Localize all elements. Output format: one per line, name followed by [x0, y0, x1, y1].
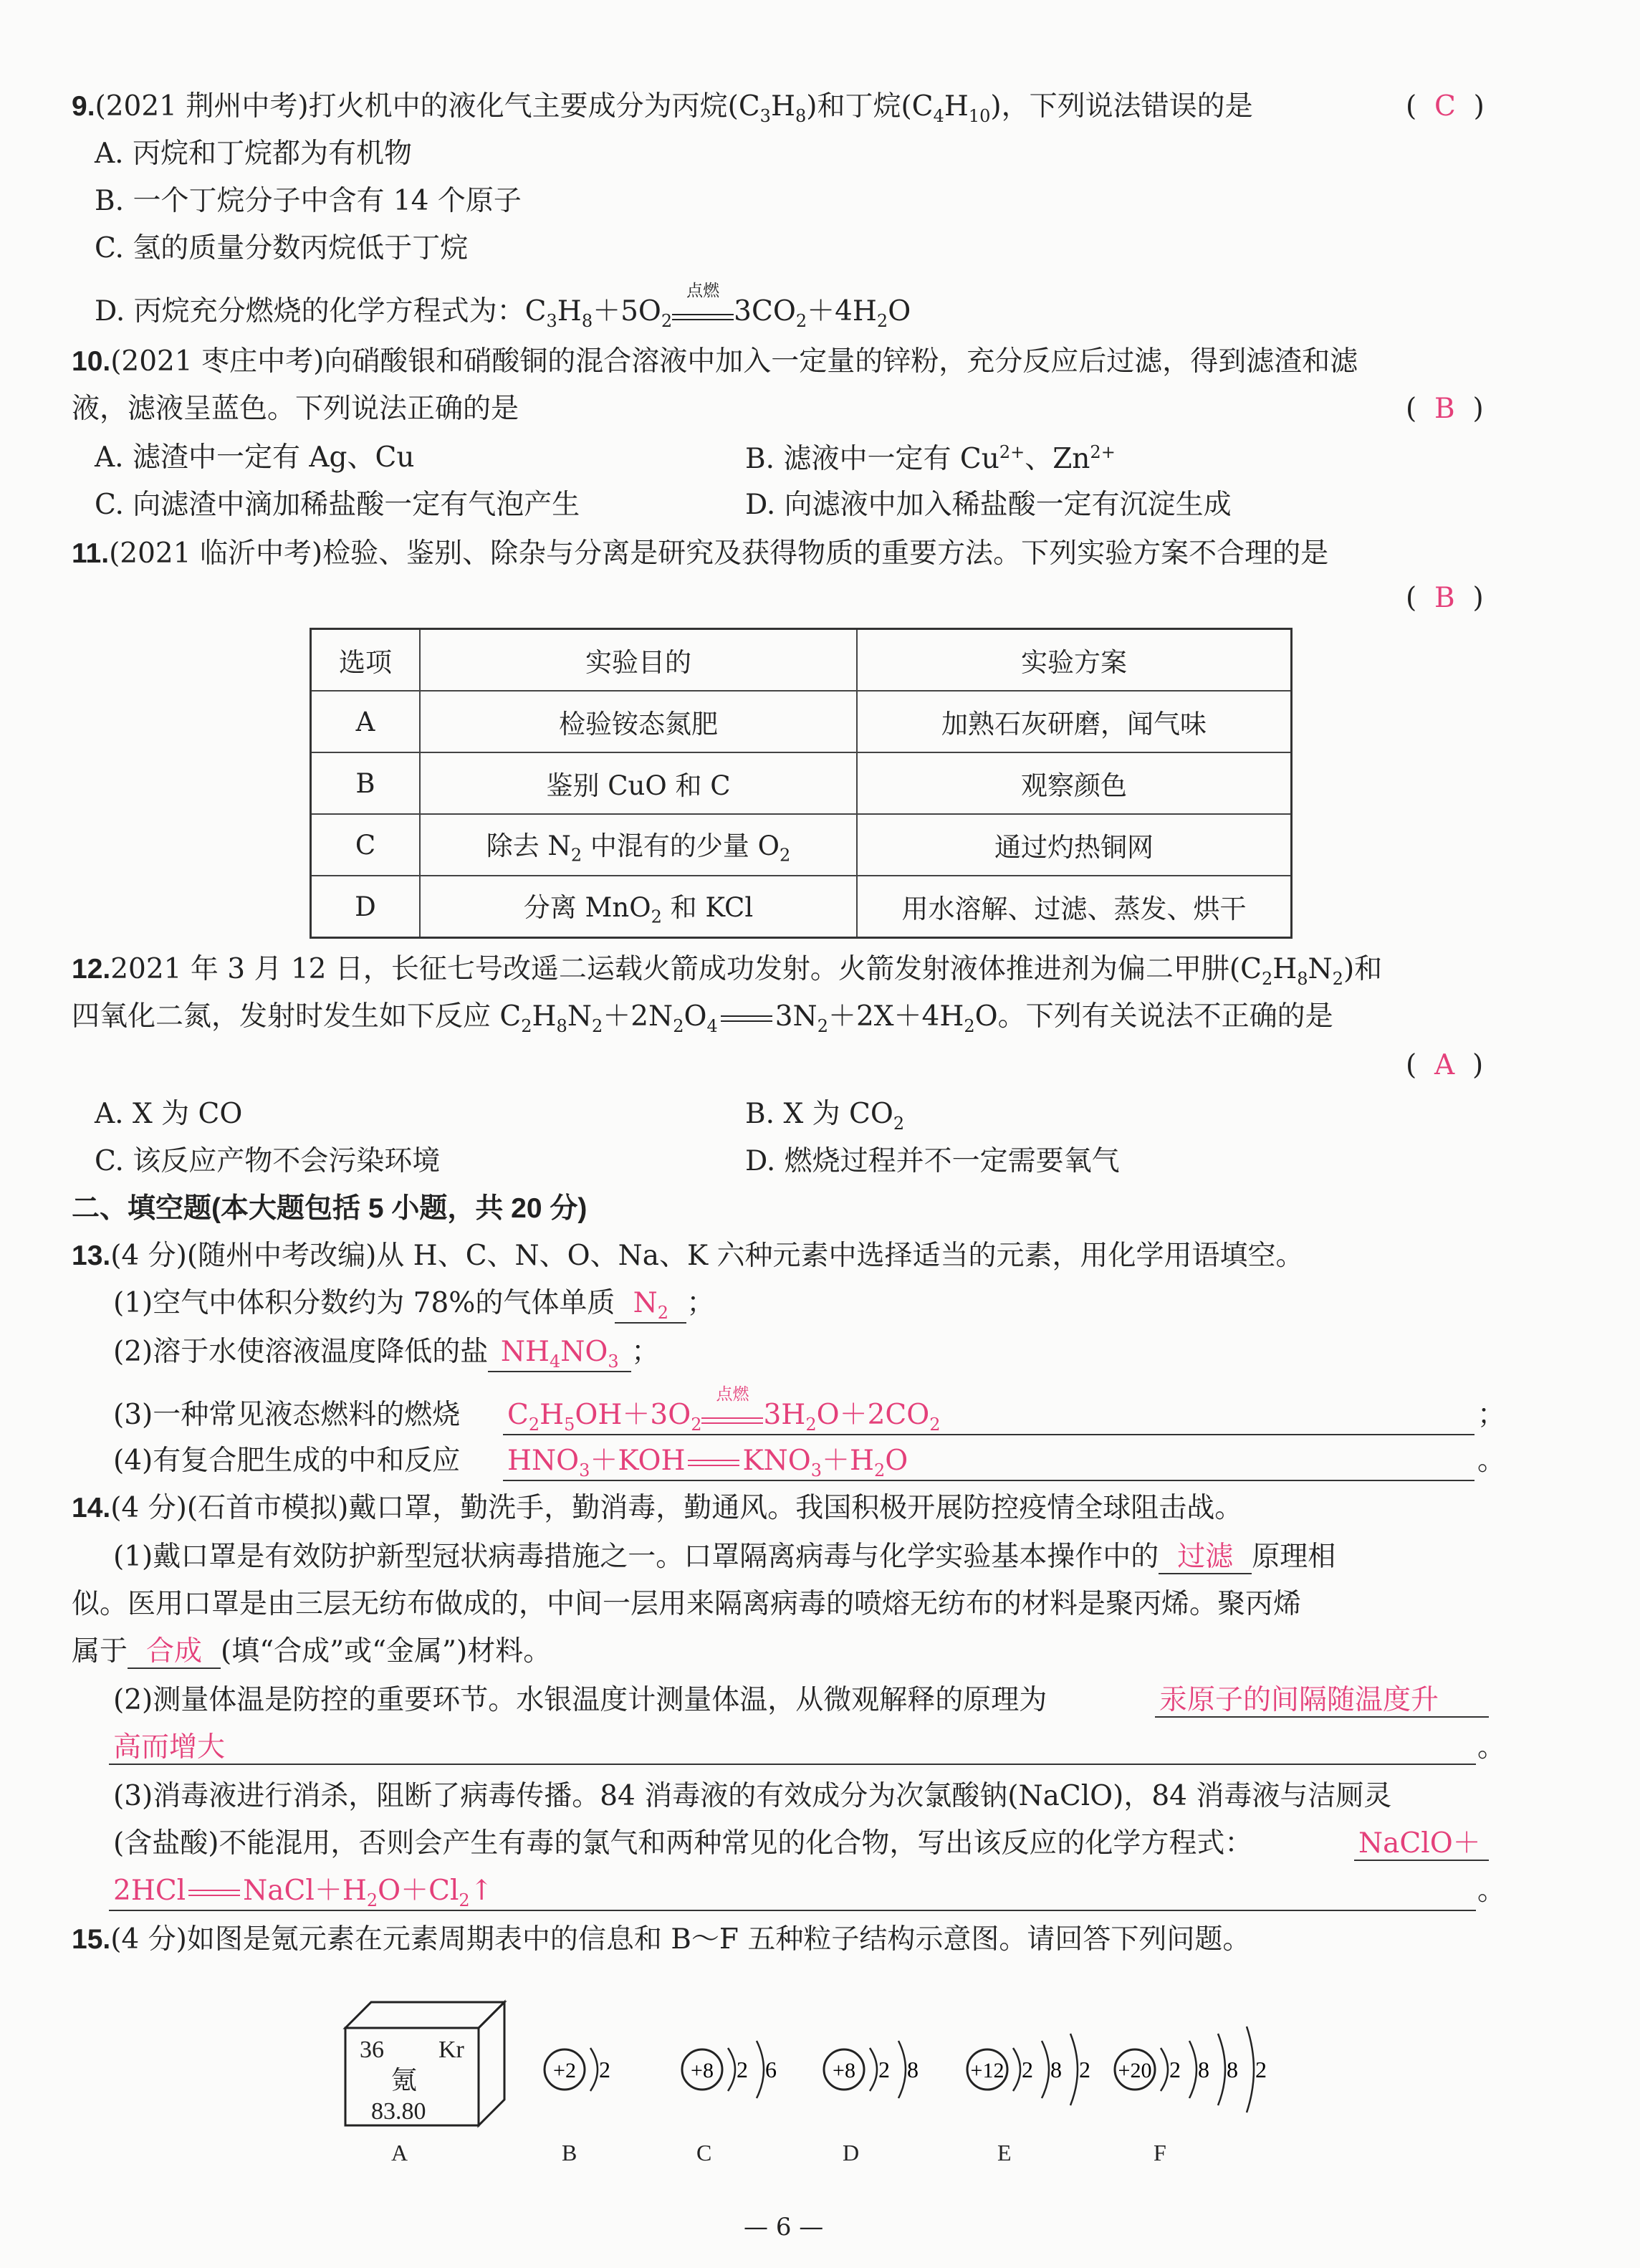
label-c: C — [696, 2140, 712, 2166]
table-header-row: 选项 实验目的 实验方案 — [311, 629, 1292, 692]
table-row: D 分离 MnO$_2$ 和 KCl 用水溶解、过滤、蒸发、烘干 — [311, 876, 1292, 938]
label-d: D — [843, 2140, 860, 2166]
electron-shell-arc — [1070, 2034, 1078, 2105]
q12-option-d: D. 燃烧过程并不一定需要氧气 — [745, 1145, 1120, 1177]
electron-shell-arc — [1247, 2027, 1254, 2113]
nucleus-charge: +20 — [1118, 2059, 1152, 2082]
electron-shell-arc — [1218, 2034, 1225, 2105]
electron-shell-arc — [870, 2048, 877, 2091]
label-a: A — [391, 2140, 408, 2166]
q13-answer-4: $HNO_3+KOH$ $KNO_3+H_2O$ — [503, 1446, 1474, 1481]
q13-part4-label: (4)有复合肥生成的中和反应 — [113, 1445, 461, 1477]
electron-count: 2 — [1169, 2057, 1181, 2082]
q10-stem-2: 液，滤液呈蓝色。下列说法正确的是 — [72, 393, 519, 425]
electron-count: 2 — [737, 2057, 748, 2082]
q9-number: 9. — [72, 91, 95, 122]
q14-part3-2: (含盐酸)不能混用，否则会产生有毒的氯气和两种常见的化合物，写出该反应的化学方程式： — [113, 1827, 1253, 1860]
reaction-condition: 点燃 — [672, 301, 734, 320]
electron-count: 2 — [1079, 2057, 1090, 2082]
element-symbol: Kr — [438, 2037, 464, 2063]
q12-number: 12. — [72, 954, 111, 985]
q9-answer: ( C ) — [1406, 90, 1485, 123]
table-row: C 除去 $N_2$ 中混有的少量 $O_2$ 通过灼热铜网 — [311, 814, 1292, 876]
electron-count: 2 — [878, 2057, 890, 2082]
label-b: B — [562, 2140, 577, 2166]
q13-number: 13. — [72, 1240, 111, 1271]
q14-part2: (2)测量体温是防控的重要环节。水银温度计测量体温，从微观解释的原理为 — [113, 1684, 1047, 1716]
element-mass: 83.80 — [371, 2098, 426, 2125]
electron-count: 8 — [1198, 2057, 1209, 2082]
page-number: — 6 — — [744, 2213, 824, 2241]
electron-shell-arc — [898, 2041, 906, 2098]
electron-shell-arc — [1161, 2048, 1168, 2091]
element-number: 36 — [360, 2037, 384, 2063]
element-name: 氪 — [391, 2066, 418, 2095]
nucleus-charge: +8 — [833, 2059, 855, 2082]
electron-count: 8 — [1050, 2057, 1062, 2082]
label-e: E — [997, 2140, 1012, 2166]
label-f: F — [1154, 2140, 1166, 2166]
q13-part1: (1)空气中体积分数约为 78%的气体单质 $N_2$ ； — [113, 1287, 715, 1323]
q12-option-c: C. 该反应产物不会污染环境 — [95, 1145, 441, 1177]
electron-count: 2 — [599, 2057, 610, 2082]
q14-answer-2: 合成 — [128, 1637, 221, 1669]
q11-stem: 11.(2021 临沂中考)检验、鉴别、除杂与分离是研究及获得物质的重要方法。下列实验方案不合理的是 — [72, 537, 1329, 570]
nucleus-charge: +2 — [553, 2059, 576, 2082]
atom-diagram-f — [1109, 1998, 1295, 2141]
q15-stem: 15.(4 分)如图是氪元素在元素周期表中的信息和 B～F 五种粒子结构示意图。请回答下列问题。 — [72, 1923, 1251, 1956]
electron-shell-arc — [1013, 2048, 1020, 2091]
q12-answer: ( A ) — [1406, 1049, 1484, 1081]
q10-option-d: D. 向滤液中加入稀盐酸一定有沉淀生成 — [745, 489, 1232, 521]
q10-stem: 10.(2021 枣庄中考)向硝酸银和硝酸铜的混合溶液中加入一定量的锌粉，充分反应后过滤，得到滤渣和滤 — [72, 345, 1358, 378]
q14-answer-3a: 汞原子的间隔随温度升 — [1155, 1685, 1489, 1718]
nucleus-charge: +8 — [691, 2059, 714, 2082]
q14-stem: 14.(4 分)(石首市模拟)戴口罩，勤洗手，勤消毒，勤通风。我国积极开展防控疫情全球阻击战。 — [72, 1492, 1243, 1524]
nucleus-charge: +12 — [970, 2059, 1004, 2082]
q10-option-c: C. 向滤渣中滴加稀盐酸一定有气泡产生 — [95, 489, 580, 521]
q9-option-d: D. 丙烷充分燃烧的化学方程式为：$C_3H_8+5O_2$ 点燃 $3CO_2+4H_2O$ — [95, 282, 911, 331]
electron-shell-arc — [728, 2048, 735, 2091]
q13-answer-3: $C_2H_5OH+3O_2$ 点燃 $3H_2O+2CO_2$ — [503, 1400, 1474, 1435]
q13-answer-2: $NH_4NO_3$ — [488, 1337, 631, 1372]
q14-answer-4a: NaClO＋ — [1354, 1829, 1489, 1861]
electron-shell-arc — [1189, 2041, 1197, 2098]
q12-option-a: A. X 为 CO — [95, 1098, 243, 1130]
electron-count: 2 — [1022, 2057, 1033, 2082]
q9-option-b: B. 一个丁烷分子中含有 14 个原子 — [95, 185, 522, 217]
q14-part3: (3)消毒液进行消杀，阻断了病毒传播。84 消毒液的有效成分为次氯酸钠(NaClO)，84 消毒液与洁厕灵 — [113, 1780, 1392, 1812]
electron-count: 2 — [1255, 2057, 1267, 2082]
q13-stem: 13.(4 分)(随州中考改编)从 H、C、N、O、Na、K 六种元素中选择适当的元素，用化学用语填空。 — [72, 1240, 1304, 1272]
q10-answer: ( B ) — [1406, 393, 1484, 425]
table-row: B 鉴别 CuO 和 C 观察颜色 — [311, 752, 1292, 814]
q12-option-b: B. X 为 $CO_2$ — [745, 1098, 905, 1134]
q10-option-b: B. 滤液中一定有 $Cu^{2+}$、$Zn^{2+}$ — [745, 442, 1116, 475]
q14-answer-4b: 2HCl $NaCl+H_2O+Cl_2↑$ — [109, 1876, 1476, 1911]
q9-option-c: C. 氢的质量分数丙烷低于丁烷 — [95, 232, 469, 264]
q9-option-a: A. 丙烷和丁烷都为有机物 — [95, 138, 412, 170]
atom-diagram-e — [962, 1998, 1119, 2141]
atom-diagram-b — [539, 1998, 639, 2141]
q14-part1: (1)戴口罩是有效防护新型冠状病毒措施之一。口罩隔离病毒与化学实验基本操作中的 过滤 原理相 — [113, 1541, 1336, 1573]
q9-stem: 9.(2021 荆州中考)打火机中的液化气主要成分为丙烷$(C_3H_8)$和丁烷$(C_4H_{10})$，下列说法错误的是 — [72, 90, 1253, 126]
electron-count: 8 — [1227, 2057, 1238, 2082]
q12-stem: 12.2021 年 3 月 12 日，长征七号改遥二运载火箭成功发射。火箭发射液体推进剂为偏二甲肼$(C_2H_8N_2)$和 — [72, 953, 1383, 989]
electron-count: 8 — [907, 2057, 919, 2082]
q13-answer-1: $N_2$ — [615, 1288, 686, 1324]
q13-part3-label: (3)一种常见液态燃料的燃烧 — [113, 1399, 461, 1431]
q14-part1-2: 似。医用口罩是由三层无纺布做成的，中间一层用来隔离病毒的喷熔无纺布的材料是聚丙烯。聚丙烯 — [72, 1588, 1302, 1620]
q14-answer-3b: 高而增大 — [109, 1733, 1476, 1765]
q15-number: 15. — [72, 1924, 111, 1955]
q14-answer-1: 过滤 — [1159, 1542, 1252, 1574]
q13-part2: (2)溶于水使溶液温度降低的盐 $NH_4NO_3$ ； — [113, 1336, 660, 1372]
table-row: A 检验铵态氮肥 加熟石灰研磨，闻气味 — [311, 691, 1292, 752]
electron-count: 6 — [765, 2057, 777, 2082]
q11-answer: ( B ) — [1406, 582, 1484, 614]
q14-number: 14. — [72, 1493, 111, 1523]
electron-shell-arc — [1042, 2041, 1049, 2098]
atom-diagram-c — [676, 1998, 805, 2141]
q11-number: 11. — [72, 538, 110, 569]
q14-part1-3: 属于 合成 (填“合成”或“金属”)材料。 — [72, 1635, 552, 1667]
electron-shell-arc — [590, 2048, 598, 2091]
q10-option-a: A. 滤渣中一定有 Ag、Cu — [95, 441, 415, 474]
electron-shell-arc — [757, 2041, 764, 2098]
section-title: 二、填空题(本大题包括 5 小题，共 20 分) — [72, 1193, 588, 1224]
q10-number: 10. — [72, 346, 111, 377]
q12-stem-2: 四氧化二氮，发射时发生如下反应 $C_2H_8N_2+2N_2O_4$ $3N_2+2X+4H_2O$。下列有关说法不正确的是 — [72, 1000, 1333, 1036]
q11-table — [310, 628, 1293, 939]
atom-diagram-d — [818, 1998, 947, 2141]
